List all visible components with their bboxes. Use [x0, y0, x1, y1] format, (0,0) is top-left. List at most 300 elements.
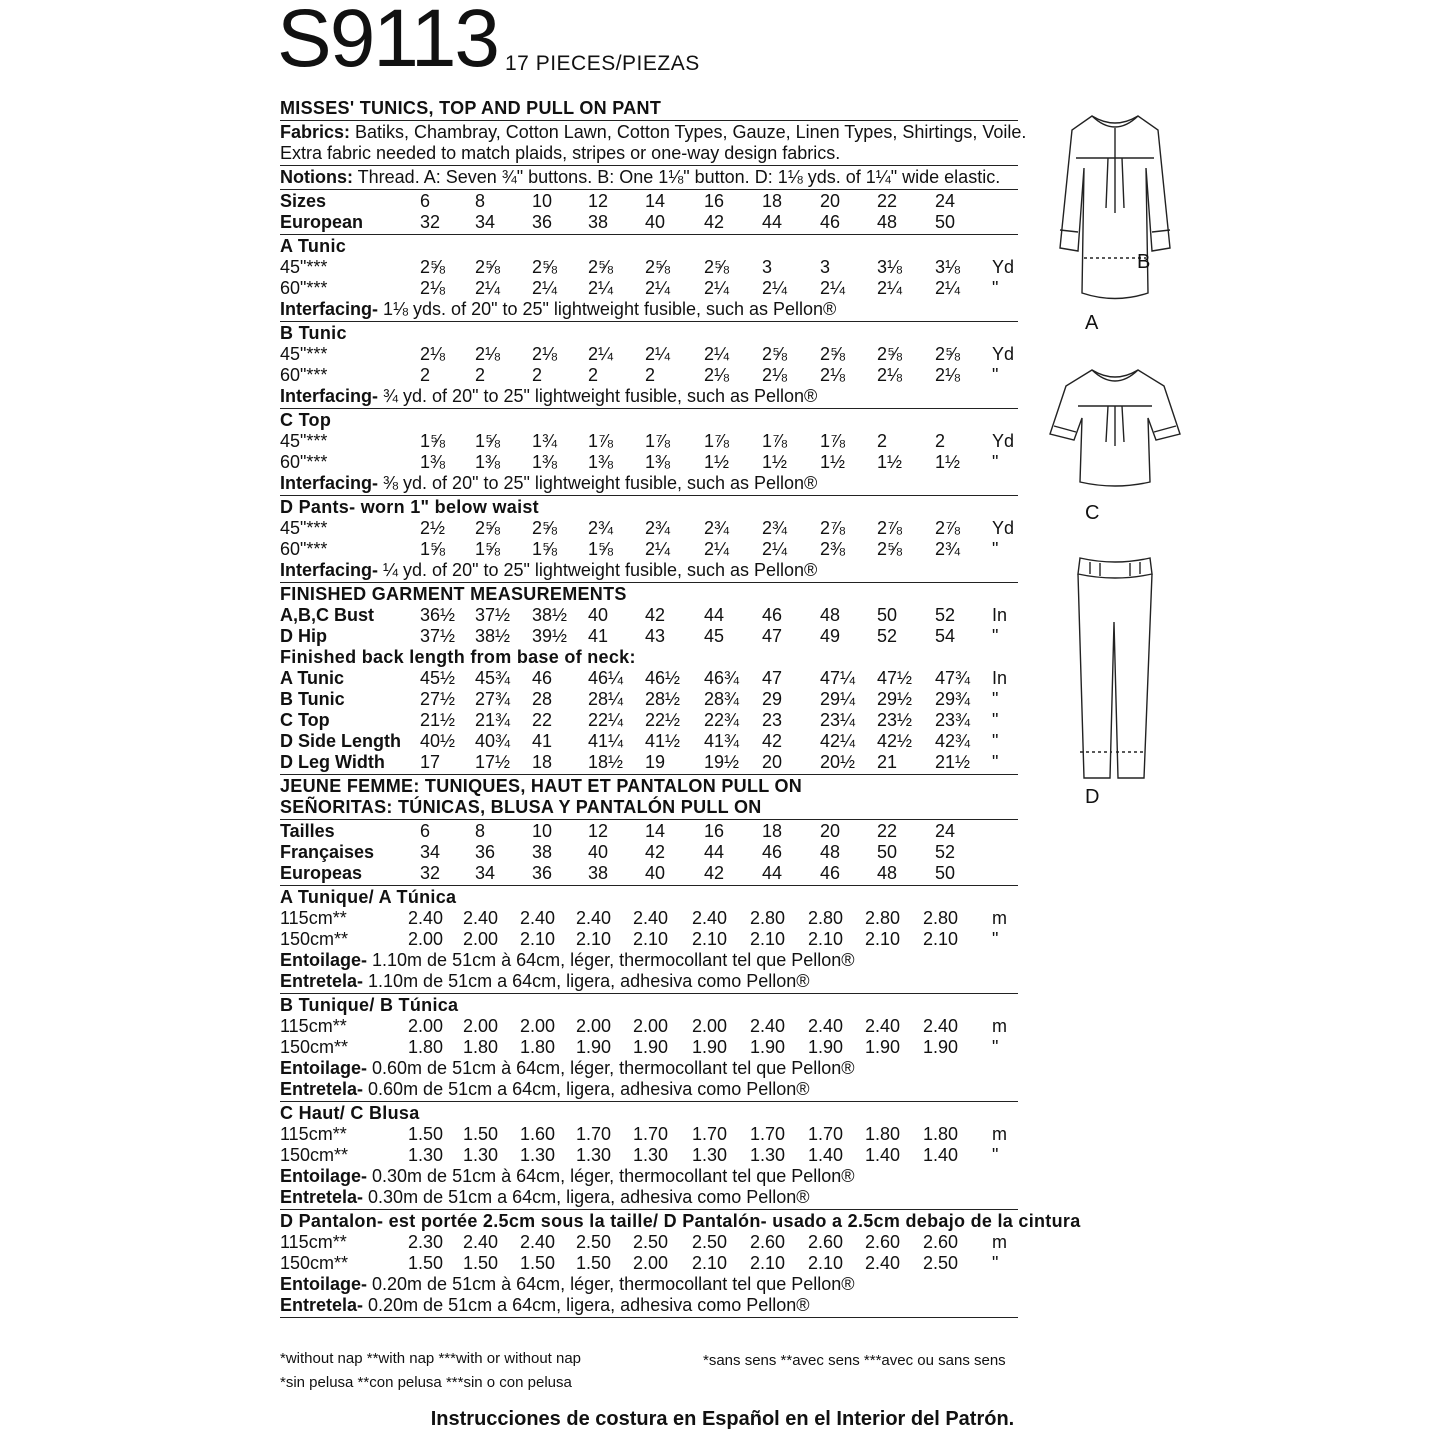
interfacing-line-label: Interfacing- — [280, 299, 379, 319]
yardage-row-value: 2⅝ — [475, 518, 501, 538]
yardage-row-unit: Yd — [992, 344, 1015, 364]
yardage-row — [280, 518, 1018, 539]
metric-row-value: 2.40 — [520, 1232, 556, 1252]
entoilage-line — [280, 1274, 1018, 1295]
europeas-row-value: 44 — [762, 863, 783, 883]
europeas-row-value: 34 — [475, 863, 496, 883]
metric-row-value: 2.40 — [692, 908, 728, 928]
francaises-row — [280, 842, 1018, 863]
notions-line-label: Notions: — [280, 167, 353, 187]
yardage-row-value: 3 — [762, 257, 773, 277]
yardage-row-label: 45"*** — [280, 257, 328, 277]
metric-row-value: 2.40 — [808, 1016, 844, 1036]
measurement-row-label: C Top — [280, 710, 330, 730]
measurement-row-value: 49 — [820, 626, 841, 646]
metric-row-value: 2.10 — [923, 929, 959, 949]
view-title-text: C Top — [280, 410, 332, 430]
entretela-line-text — [280, 971, 810, 992]
yardage-row-value: 1⅞ — [820, 431, 846, 451]
sizes-row-value: 10 — [532, 191, 553, 211]
tailles-row-value: 22 — [877, 821, 898, 841]
yardage-chart — [280, 98, 1081, 1319]
measurement-row-value: 22½ — [645, 710, 681, 730]
entoilage-line-content: 0.60m de 51cm à 64cm, léger, thermocollant tel que Pellon® — [367, 1058, 855, 1078]
yardage-row-unit: " — [992, 452, 999, 472]
metric-row — [280, 908, 1018, 929]
view-c-label: C — [1085, 502, 1100, 524]
spanish-instructions-note: Instrucciones de costura en Español en el Interior del Patrón. — [430, 1408, 1015, 1430]
measurement-row-value: 46½ — [645, 668, 681, 688]
yardage-row-value: 2⅜ — [820, 539, 846, 559]
divider-rule — [280, 495, 1018, 496]
interfacing-line-label: Interfacing- — [280, 386, 379, 406]
divider-rule — [280, 1317, 1018, 1318]
interfacing-line-content: 1⅛ yds. of 20" to 25" lightweight fusible, such as Pellon® — [378, 299, 837, 319]
measurement-row-value: 23¼ — [820, 710, 856, 730]
metric-row-unit: " — [992, 1037, 999, 1057]
back-length-subtitle — [280, 647, 1018, 668]
yardage-row-value: 1⅜ — [588, 452, 614, 472]
metric-row-label: 115cm** — [280, 908, 347, 928]
metric-row — [280, 1253, 1018, 1274]
yardage-row-value: 2⅝ — [475, 257, 501, 277]
metric-row-value: 2.40 — [463, 908, 499, 928]
yardage-row-value: 2 — [475, 365, 486, 385]
europeas-row-value: 42 — [704, 863, 725, 883]
european-row-value: 32 — [420, 212, 441, 232]
metric-row-value: 1.70 — [750, 1124, 786, 1144]
yardage-row-value: 1⅝ — [532, 539, 558, 559]
measurement-row-value: 21¾ — [475, 710, 511, 730]
metric-row-value: 2.00 — [463, 1016, 499, 1036]
metric-row-label: 115cm** — [280, 1232, 347, 1252]
yardage-row-value: 2¾ — [704, 518, 730, 538]
metric-row-value: 2.40 — [576, 908, 612, 928]
spanish-title-text: SEÑORITAS: TÚNICAS, BLUSA Y PANTALÓN PULL ON — [280, 797, 762, 817]
yardage-row-value: 2⅝ — [645, 257, 671, 277]
measurement-row-value: 22¾ — [704, 710, 740, 730]
yardage-row-value: 1⅝ — [420, 431, 446, 451]
interfacing-line-text — [280, 560, 817, 581]
yardage-row-value: 2¼ — [877, 278, 903, 298]
measurement-row-value: 47¼ — [820, 668, 856, 688]
metric-row-value: 2.80 — [865, 908, 901, 928]
tailles-row-value: 12 — [588, 821, 609, 841]
yardage-row-value: 1½ — [704, 452, 730, 472]
yardage-row-value: 2⅝ — [420, 257, 446, 277]
yardage-row-value: 2¼ — [704, 539, 730, 559]
measurement-row-value: 47½ — [877, 668, 913, 688]
yardage-row-label: 60"*** — [280, 539, 328, 559]
europeas-row-value: 40 — [645, 863, 666, 883]
europeas-row-value: 32 — [420, 863, 441, 883]
sizes-row-value: 18 — [762, 191, 783, 211]
measurement-row-value: 28¾ — [704, 689, 740, 709]
metric-row-value: 1.70 — [633, 1124, 669, 1144]
measurement-row-value: 45½ — [420, 668, 456, 688]
francaises-row-value: 40 — [588, 842, 609, 862]
metric-row-value: 2.00 — [408, 1016, 444, 1036]
measurement-row-value: 27¾ — [475, 689, 511, 709]
measurement-row-unit: In — [992, 668, 1008, 688]
entretela-line-label: Entretela- — [280, 971, 364, 991]
yardage-row-value: 2⅛ — [704, 365, 730, 385]
yardage-row-value: 1⅝ — [475, 539, 501, 559]
measurement-row-value: 19½ — [704, 752, 740, 772]
sizes-row-value: 12 — [588, 191, 609, 211]
yardage-row-value: 2 — [645, 365, 656, 385]
yardage-row-value: 2⅝ — [820, 344, 846, 364]
entretela-line-text — [280, 1079, 810, 1100]
metric-row-value: 2.30 — [408, 1232, 444, 1252]
yardage-row-value: 2⅝ — [877, 539, 903, 559]
measurement-row-value: 46¼ — [588, 668, 624, 688]
yardage-row-value: 2⅛ — [475, 344, 501, 364]
interfacing-line — [280, 386, 1018, 407]
measurement-row — [280, 605, 1018, 626]
metric-row-value: 2.40 — [865, 1253, 901, 1273]
metric-row — [280, 1037, 1018, 1058]
metric-row-value: 1.30 — [692, 1145, 728, 1165]
entretela-line-content: 0.30m de 51cm a 64cm, ligera, adhesiva como Pellon® — [363, 1187, 810, 1207]
entoilage-line-text — [280, 1166, 855, 1187]
yardage-row-value: 2¾ — [935, 539, 961, 559]
measurement-row-unit: " — [992, 626, 999, 646]
yardage-row-value: 2⅞ — [820, 518, 846, 538]
yardage-row-value: 2⅞ — [877, 518, 903, 538]
measurement-row-value: 50 — [877, 605, 898, 625]
sizes-row-label: Sizes — [280, 191, 327, 211]
fabrics-line-2-text: Extra fabric needed to match plaids, stripes or one-way design fabrics. — [280, 143, 841, 163]
divider-rule — [280, 885, 1018, 886]
entretela-line-label: Entretela- — [280, 1187, 364, 1207]
yardage-row-value: 2⅛ — [935, 365, 961, 385]
metric-row-value: 2.60 — [923, 1232, 959, 1252]
metric-row-value: 1.50 — [576, 1253, 612, 1273]
view-b-label: B — [1137, 251, 1151, 273]
measurement-row-value: 52 — [935, 605, 956, 625]
measurement-row-value: 29¼ — [820, 689, 856, 709]
entoilage-line-content: 0.20m de 51cm à 64cm, léger, thermocollant tel que Pellon® — [367, 1274, 855, 1294]
metric-view-title-text: D Pantalon- est portée 2.5cm sous la taille/ D Pantalón- usado a 2.5cm debajo de la cintura — [280, 1211, 1081, 1231]
metric-row-value: 1.50 — [408, 1253, 444, 1273]
yardage-row-value: 2½ — [420, 518, 446, 538]
yardage-row-value: 2⅝ — [762, 344, 788, 364]
fabrics-line-label: Fabrics: — [280, 122, 351, 142]
measurement-row-value: 47 — [762, 668, 783, 688]
view-title-text: A Tunic — [280, 236, 347, 256]
metric-view-title — [280, 887, 1018, 908]
yardage-row-value: 2¼ — [762, 539, 788, 559]
metric-row-value: 1.60 — [520, 1124, 556, 1144]
yardage-row-value: 1½ — [935, 452, 961, 472]
yardage-row-value: 2¼ — [588, 278, 614, 298]
yardage-row-value: 2 — [935, 431, 946, 451]
metric-row-value: 1.90 — [750, 1037, 786, 1057]
yardage-row-value: 1⅜ — [420, 452, 446, 472]
measurement-row-value: 41 — [532, 731, 553, 751]
metric-view-title-text: C Haut/ C Blusa — [280, 1103, 420, 1123]
sizes-row-value: 22 — [877, 191, 898, 211]
entretela-line-text — [280, 1295, 810, 1316]
yardage-row — [280, 278, 1018, 299]
metric-row-value: 2.10 — [750, 929, 786, 949]
metric-row-value: 1.90 — [865, 1037, 901, 1057]
metric-row-value: 1.30 — [750, 1145, 786, 1165]
measurement-row-label: A,B,C Bust — [280, 605, 374, 625]
francaises-row-value: 38 — [532, 842, 553, 862]
tailles-row-value: 24 — [935, 821, 956, 841]
yardage-row-unit: Yd — [992, 518, 1015, 538]
footnote-french: *sans sens **avec sens ***avec ou sans sens — [703, 1352, 1006, 1369]
measurement-row-value: 23¾ — [935, 710, 971, 730]
measurement-row-unit: " — [992, 689, 999, 709]
metric-row-value: 2.60 — [865, 1232, 901, 1252]
measurement-row-value: 48 — [820, 605, 841, 625]
yardage-row-value: 3⅛ — [877, 257, 903, 277]
measurement-row-value: 46 — [762, 605, 783, 625]
yardage-row — [280, 452, 1018, 473]
view-a-b-tunic-illustration — [1040, 108, 1190, 338]
yardage-row-value: 2 — [877, 431, 888, 451]
measurement-row-value: 41¼ — [588, 731, 624, 751]
yardage-row-value: 3 — [820, 257, 831, 277]
spanish-title — [280, 797, 1018, 818]
sizes-row-value: 24 — [935, 191, 956, 211]
yardage-row-value: 2⅛ — [762, 365, 788, 385]
entoilage-line-label: Entoilage- — [280, 950, 368, 970]
european-row-value: 50 — [935, 212, 956, 232]
measurement-row-value: 29¾ — [935, 689, 971, 709]
measurement-row-value: 41¾ — [704, 731, 740, 751]
yardage-row-value: 1⅜ — [532, 452, 558, 472]
metric-row-value: 1.70 — [808, 1124, 844, 1144]
metric-row-value: 2.00 — [633, 1253, 669, 1273]
measurement-row-value: 46 — [532, 668, 553, 688]
metric-row-value: 2.10 — [750, 1253, 786, 1273]
measurement-row-label: D Leg Width — [280, 752, 385, 772]
entretela-line-label: Entretela- — [280, 1079, 364, 1099]
metric-row-value: 2.40 — [520, 908, 556, 928]
entoilage-line-label: Entoilage- — [280, 1274, 368, 1294]
metric-row-value: 1.90 — [692, 1037, 728, 1057]
metric-row-value: 1.90 — [576, 1037, 612, 1057]
pieces-count: 17 PIECES/PIEZAS — [505, 52, 700, 75]
metric-row-value: 1.50 — [463, 1124, 499, 1144]
yardage-row-value: 2¼ — [704, 344, 730, 364]
measurement-row-value: 17½ — [475, 752, 511, 772]
metric-row-value: 2.10 — [808, 1253, 844, 1273]
measurement-row-unit: " — [992, 752, 999, 772]
francaises-row-value: 52 — [935, 842, 956, 862]
metric-row-value: 2.10 — [692, 929, 728, 949]
metric-row-value: 2.00 — [576, 1016, 612, 1036]
metric-row — [280, 929, 1018, 950]
metric-row-value: 1.30 — [520, 1145, 556, 1165]
yardage-row-value: 2¼ — [645, 278, 671, 298]
yardage-row-value: 2⅝ — [532, 257, 558, 277]
yardage-row-value: 2⅛ — [532, 344, 558, 364]
view-d-pants-illustration — [1040, 552, 1190, 782]
metric-row-value: 1.80 — [463, 1037, 499, 1057]
entoilage-line-label: Entoilage- — [280, 1058, 368, 1078]
measurement-row-label: D Hip — [280, 626, 327, 646]
yardage-row-value: 1½ — [820, 452, 846, 472]
metric-row-value: 2.50 — [633, 1232, 669, 1252]
metric-row-value: 2.10 — [576, 929, 612, 949]
measurement-row — [280, 731, 1018, 752]
europeas-row-value: 48 — [877, 863, 898, 883]
interfacing-line-text — [280, 386, 817, 407]
metric-row-value: 1.90 — [808, 1037, 844, 1057]
metric-row-value: 2.80 — [750, 908, 786, 928]
yardage-row-value: 1⅜ — [645, 452, 671, 472]
metric-row-value: 2.40 — [865, 1016, 901, 1036]
yardage-row-unit: " — [992, 278, 999, 298]
yardage-row-label: 45"*** — [280, 431, 328, 451]
measurement-row-value: 42¾ — [935, 731, 971, 751]
metric-row-value: 2.60 — [750, 1232, 786, 1252]
metric-row-value: 2.80 — [808, 908, 844, 928]
metric-row-value: 2.80 — [923, 908, 959, 928]
entretela-line — [280, 1079, 1018, 1100]
entretela-line-content: 1.10m de 51cm a 64cm, ligera, adhesiva como Pellon® — [363, 971, 810, 991]
metric-view-title-text: B Tunique/ B Túnica — [280, 995, 459, 1015]
footnote-english: *without nap **with nap ***with or without nap — [280, 1350, 582, 1367]
metric-row-unit: m — [992, 908, 1007, 928]
yardage-row-unit: " — [992, 539, 999, 559]
european-row-value: 48 — [877, 212, 898, 232]
measurement-row-value: 38½ — [532, 605, 568, 625]
metric-row-value: 1.70 — [692, 1124, 728, 1144]
metric-row-value: 1.90 — [633, 1037, 669, 1057]
tailles-row-value: 16 — [704, 821, 725, 841]
metric-row — [280, 1145, 1018, 1166]
measurement-row-value: 45 — [704, 626, 725, 646]
metric-row-value: 2.40 — [463, 1232, 499, 1252]
entoilage-line-content: 1.10m de 51cm à 64cm, léger, thermocollant tel que Pellon® — [367, 950, 855, 970]
yardage-row — [280, 365, 1018, 386]
yardage-row-value: 2¼ — [532, 278, 558, 298]
measurement-row — [280, 689, 1018, 710]
metric-row — [280, 1232, 1018, 1253]
interfacing-line-text — [280, 299, 836, 320]
measurement-row — [280, 710, 1018, 731]
view-title — [280, 236, 1018, 257]
divider-rule — [280, 120, 1018, 121]
metric-view-title — [280, 1103, 1018, 1124]
francaises-row-value: 46 — [762, 842, 783, 862]
metric-row-unit: " — [992, 1253, 999, 1273]
metric-row-value: 1.40 — [923, 1145, 959, 1165]
view-title-text: D Pants- worn 1" below waist — [280, 497, 539, 517]
metric-row-value: 1.70 — [576, 1124, 612, 1144]
measurement-row-unit: In — [992, 605, 1008, 625]
back-length-subtitle-text: Finished back length from base of neck: — [280, 647, 636, 667]
yardage-row-value: 2 — [588, 365, 599, 385]
yardage-row-value: 2 — [532, 365, 543, 385]
entretela-line — [280, 1187, 1018, 1208]
yardage-row-value: 2¼ — [645, 539, 671, 559]
metric-row-value: 1.90 — [923, 1037, 959, 1057]
divider-rule — [280, 234, 1018, 235]
entoilage-line-label: Entoilage- — [280, 1166, 368, 1186]
chart-title — [280, 98, 1018, 119]
divider-rule — [280, 321, 1018, 322]
tailles-row — [280, 821, 1018, 842]
tailles-row-value: 8 — [475, 821, 486, 841]
yardage-row-value: 2⅝ — [588, 257, 614, 277]
notions-line — [280, 167, 1018, 188]
entretela-line-text — [280, 1187, 810, 1208]
metric-row-value: 1.50 — [463, 1253, 499, 1273]
measurement-row-value: 47¾ — [935, 668, 971, 688]
european-row-value: 46 — [820, 212, 841, 232]
interfacing-line — [280, 560, 1018, 581]
metric-row-value: 2.10 — [633, 929, 669, 949]
metric-row-value: 2.00 — [633, 1016, 669, 1036]
yardage-row-value: 1⅜ — [475, 452, 501, 472]
measurement-row-value: 28¼ — [588, 689, 624, 709]
view-d-label: D — [1085, 786, 1100, 808]
metric-row-value: 1.40 — [865, 1145, 901, 1165]
measurement-row-value: 41 — [588, 626, 609, 646]
tailles-row-value: 14 — [645, 821, 666, 841]
francaises-row-label: Françaises — [280, 842, 375, 862]
yardage-row-value: 2¼ — [645, 344, 671, 364]
yardage-row-value: 2 — [420, 365, 431, 385]
finished-measurements-title-text: FINISHED GARMENT MEASUREMENTS — [280, 584, 627, 604]
interfacing-line — [280, 299, 1018, 320]
sizes-row-value: 14 — [645, 191, 666, 211]
french-title-text: JEUNE FEMME: TUNIQUES, HAUT ET PANTALON PULL ON — [280, 776, 803, 796]
tailles-row-value: 18 — [762, 821, 783, 841]
measurement-row-value: 36½ — [420, 605, 456, 625]
entoilage-line — [280, 1058, 1018, 1079]
tailles-row-value: 6 — [420, 821, 431, 841]
measurement-row-value: 40 — [588, 605, 609, 625]
europeas-row — [280, 863, 1018, 884]
measurement-row-value: 19 — [645, 752, 666, 772]
metric-row-value: 2.10 — [520, 929, 556, 949]
yardage-row-label: 60"*** — [280, 278, 328, 298]
yardage-row-value: 2¼ — [704, 278, 730, 298]
entoilage-line-text — [280, 1274, 855, 1295]
measurement-row-value: 22 — [532, 710, 553, 730]
europeas-row-value: 50 — [935, 863, 956, 883]
divider-rule — [280, 819, 1018, 820]
metric-row-value: 1.80 — [923, 1124, 959, 1144]
metric-row-value: 1.30 — [633, 1145, 669, 1165]
fabrics-line-2 — [280, 143, 1018, 164]
yardage-row-value: 1⅝ — [420, 539, 446, 559]
measurement-row-value: 37½ — [420, 626, 456, 646]
measurement-row-value: 38½ — [475, 626, 511, 646]
yardage-row-value: 2⅝ — [935, 344, 961, 364]
measurement-row-value: 46¾ — [704, 668, 740, 688]
metric-row-unit: m — [992, 1016, 1007, 1036]
measurement-row-value: 42 — [762, 731, 783, 751]
measurement-row-value: 45¾ — [475, 668, 511, 688]
interfacing-line-label: Interfacing- — [280, 560, 379, 580]
tailles-row-value: 10 — [532, 821, 553, 841]
metric-row-value: 2.10 — [808, 929, 844, 949]
notions-line-text — [280, 167, 1000, 188]
metric-row-value: 2.00 — [463, 929, 499, 949]
measurement-row-value: 21½ — [420, 710, 456, 730]
yardage-row-value: 2⅝ — [532, 518, 558, 538]
measurement-row-label: D Side Length — [280, 731, 401, 751]
